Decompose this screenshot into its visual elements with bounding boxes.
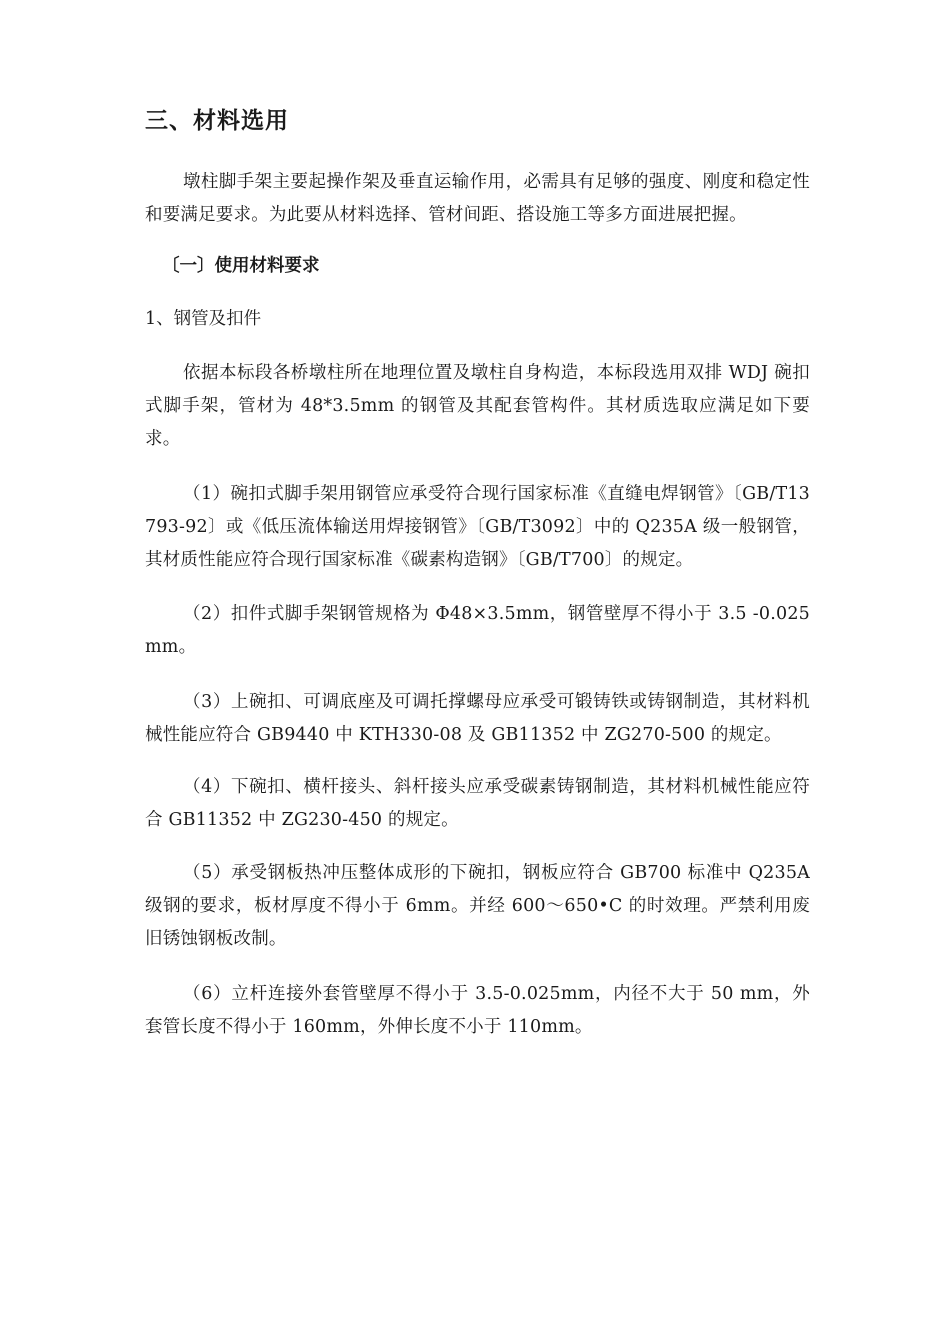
item-intro-paragraph: 依据本标段各桥墩柱所在地理位置及墩柱自身构造，本标段选用双排 WDJ 碗扣式脚手架，管材为 48*3.5mm 的钢管及其配套管构件。其材质选取应满足如下要求。	[145, 363, 810, 449]
requirement-1: （1）碗扣式脚手架用钢管应承受符合现行国家标准《直缝电焊钢管》〔GB/T13793-92〕或《低压流体输送用焊接钢管》〔GB/T3092〕中的 Q235A 级一般钢管，其材质性能应符合现行国家标准《碳素构造钢》〔GB/T700〕的规定。	[145, 484, 810, 570]
subsection-heading: 〔一〕使用材料要求	[162, 256, 320, 276]
requirement-6: （6）立杆连接外套管壁厚不得小于 3.5-0.025mm，内径不大于 50 mm，外套管长度不得小于 160mm，外伸长度不小于 110mm。	[145, 984, 810, 1037]
requirement-3: （3）上碗扣、可调底座及可调托撑螺母应承受可锻铸铁或铸钢制造，其材料机械性能应符合 GB9440 中 KTH330-08 及 GB11352 中 ZG270-500 的规定。	[145, 692, 810, 745]
item-title: 1、钢管及扣件	[145, 309, 262, 329]
requirement-2: （2）扣件式脚手架钢管规格为 Φ48×3.5mm，钢管壁厚不得小于 3.5 -0.025mm。	[145, 604, 810, 657]
intro-paragraph: 墩柱脚手架主要起操作架及垂直运输作用，必需具有足够的强度、刚度和稳定性和要满足要求。为此要从材料选择、管材间距、搭设施工等多方面进展把握。	[145, 172, 810, 225]
section-heading: 三、材料选用	[145, 108, 289, 134]
requirement-4: （4）下碗扣、横杆接头、斜杆接头应承受碳素铸钢制造，其材料机械性能应符合 GB11352 中 ZG230-450 的规定。	[145, 777, 810, 830]
requirement-5: （5）承受钢板热冲压整体成形的下碗扣，钢板应符合 GB700 标准中 Q235A 级钢的要求，板材厚度不得小于 6mm。并经 600～650•C 的时效理。严禁利用废旧锈蚀钢板改制。	[145, 863, 810, 949]
